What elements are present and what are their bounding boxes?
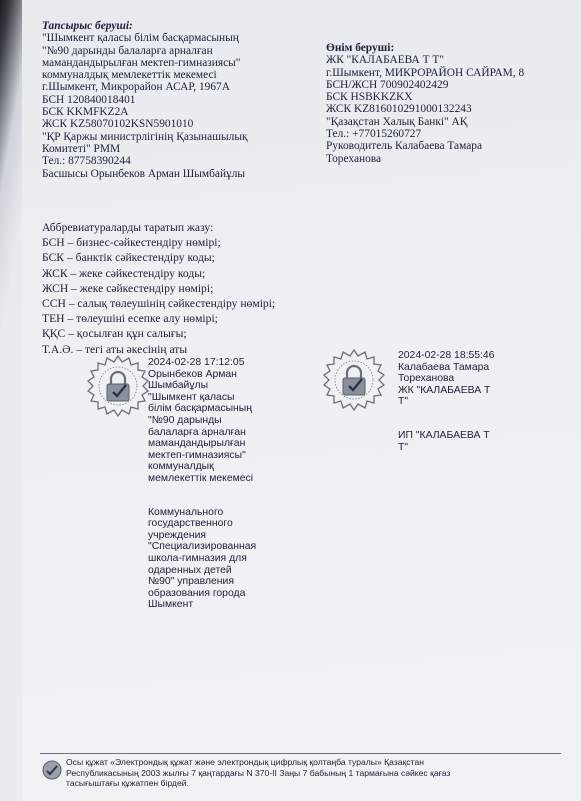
abbreviation-item: БСН – бизнес-сәйкестендіру нөмірі; [42, 236, 221, 250]
signature-line: Тореханова [398, 373, 455, 385]
signature-line: Т" [398, 396, 409, 408]
customer-address: г.Шымкент, Микрорайон АСАР, 1967А [42, 81, 230, 94]
signature-line: коммуналдық [148, 461, 214, 473]
signature-timestamp: 2024-02-28 18:55:46 [398, 350, 495, 361]
customer-line: коммуналдық мемлекеттік мекемесі [42, 69, 217, 82]
customer-director: Басшысы Орынбеков Арман Шымбайұлы [42, 167, 246, 180]
abbreviation-item: ЖСН – жеке сәйкестендіру нөмірі; [42, 281, 214, 295]
signature-line-ru: учреждения [148, 529, 207, 541]
signature-line-ru: образования города [148, 587, 246, 599]
lock-check-seal-icon [322, 348, 386, 412]
footer-line: Республикасының 2003 жылғы 7 қаңтардағы N 370-II Заңы 7 бабының 1 тармағына сәйкес қағаз [66, 767, 451, 778]
signature-line: "Шымкент қаласы [148, 391, 235, 403]
signature-timestamp: 2024-02-28 17:12:05 [148, 357, 245, 368]
supplier-details [326, 42, 576, 165]
customer-bin: БСН 120840018401 [42, 93, 136, 106]
customer-bic: БСК KKMFKZ2A [42, 106, 129, 119]
supplier-director: Руководитель Калабаева Тамара [326, 140, 483, 153]
abbreviation-item: ҚҚС – қосылған құн салығы; [42, 327, 187, 341]
signature-line-ru: Шымкент [148, 599, 194, 611]
supplier-name: ЖК "КАЛАБАЕВА Т Т" [326, 54, 445, 67]
abbreviations-heading: Аббревиатураларды таратып жазу: [42, 221, 214, 234]
footer-legal-note [66, 757, 450, 789]
customer-signature-info [148, 357, 278, 611]
abbreviations-list [42, 220, 275, 357]
customer-iik: ЖСК KZ58070102KSN5901010 [42, 118, 194, 131]
footer-line: тасығыштағы құжатпен бірдей. [66, 778, 189, 788]
customer-details [42, 20, 302, 180]
signature-line-ru: №90" управления [148, 576, 234, 588]
signature-line: Шымбайұлы [148, 380, 209, 392]
signature-line-ru: ИП "КАЛАБАЕВА Т [398, 429, 490, 441]
signature-line-ru: школа-гимназия для [148, 552, 247, 564]
signature-line: Орынбеков Арман [148, 368, 237, 380]
abbreviation-item: ССН – салық төлеушінің сәйкестендіру нөмірі; [42, 297, 276, 311]
supplier-bic: БСК HSBKKZKX [326, 91, 413, 104]
lock-check-seal-icon [86, 354, 150, 418]
supplier-iik: ЖСК KZ816010291000132243 [326, 103, 472, 116]
customer-bank: "ҚР Қаржы министрлігінің Қазынашылық [42, 130, 248, 143]
customer-bank: Комитеті" РММ [42, 142, 121, 155]
abbreviation-item: Т.А.Ә. – тегі аты әкесінің аты [42, 342, 188, 356]
signature-line: Калабаева Тамара [398, 361, 490, 373]
signature-line-ru: одаренных детей [148, 564, 232, 576]
supplier-signature-info [398, 350, 518, 453]
signature-line: ЖК "КАЛАБАЕВА Т [398, 384, 491, 396]
supplier-heading: Өнім беруші: [326, 42, 395, 54]
signature-line: балаларға арналған [148, 426, 246, 438]
supplier-bin: БСН/ЖСН 700902402429 [326, 78, 449, 91]
signature-line-ru: "Специализированная [148, 541, 257, 553]
supplier-bank: "Қазақстан Халық Банкі" АҚ [326, 115, 468, 128]
customer-line: "Шымкент қаласы білім басқармасының [42, 32, 239, 45]
signature-line: мемлекеттік мекемесі [148, 472, 254, 484]
signature-line-ru: государственного [148, 518, 233, 530]
footer-line: Осы құжат «Электрондық құжат және электрондық цифрлық қолтаңба туралы» Қазақстан [66, 757, 424, 767]
customer-phone: Тел.: 87758390244 [42, 155, 131, 168]
signature-line-ru: Коммунального [148, 506, 224, 518]
footer-divider [40, 753, 561, 754]
signature-line: мектеп-гимназиясы" [148, 449, 246, 461]
supplier-director: Тореханова [326, 152, 382, 165]
abbreviation-item: ТЕН – төлеушіні есепке алу нөмірі; [42, 312, 218, 326]
abbreviation-item: ЖСК – жеке сәйкестендіру коды; [42, 266, 206, 280]
supplier-address: г.Шымкент, МИКРОРАЙОН САЙРАМ, 8 [326, 66, 525, 79]
signature-line-ru: Т" [398, 441, 409, 453]
customer-heading: Тапсырыс беруші: [42, 20, 133, 32]
signature-line: білім басқармасының [148, 403, 252, 415]
supplier-phone: Тел.: +77015260727 [326, 128, 422, 141]
abbreviation-item: БСК – банктік сәйкестендіру коды; [42, 251, 215, 265]
ecp-logo-icon [42, 760, 62, 780]
signature-line: "№90 дарынды [148, 414, 222, 426]
customer-line: мамандандырылған мектеп-гимназиясы" [42, 56, 241, 69]
customer-line: "№90 дарынды балаларға арналған [42, 44, 213, 57]
signature-line: мамандандырылған [148, 438, 246, 450]
